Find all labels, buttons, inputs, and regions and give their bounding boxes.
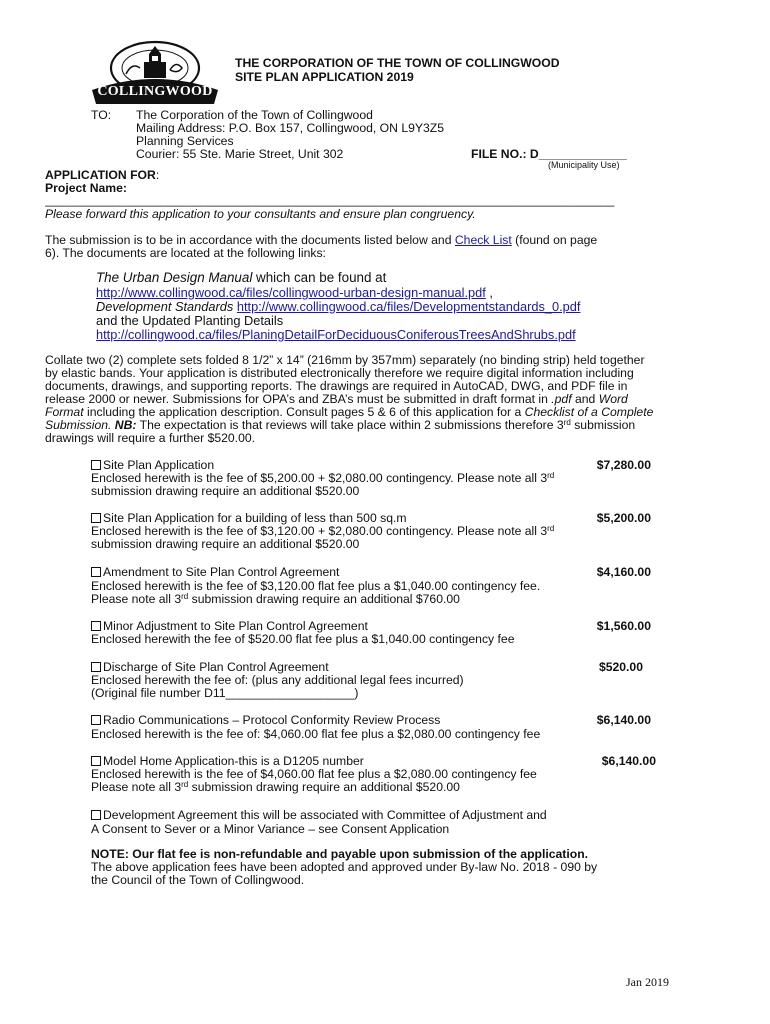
site-plan-checkbox[interactable]	[91, 460, 101, 470]
udm-suffix: which can be found at	[252, 270, 387, 285]
collate-line-3: documents, drawings, and supporting reports. The drawings are required in AutoCAD, DWG, and PDF file in	[45, 379, 628, 393]
item-desc: Enclosed herewith is the fee of $4,060.00 flat fee plus a $2,080.00 contingency fee	[91, 767, 537, 781]
item-desc: A Consent to Sever or a Minor Variance – see Consent Application	[91, 822, 450, 836]
fee-item-amendment	[91, 566, 651, 580]
amendment-checkbox[interactable]	[91, 567, 101, 577]
collate-l4-text: release 2000 or newer. Submissions for OPA’s and ZBA’s must be submitted in draft format in	[45, 392, 552, 406]
to-line-3: Planning Services	[136, 134, 234, 148]
submission-text: The submission is to be in accordance with the documents listed below and	[45, 233, 455, 247]
logo-town-name: COLLINGWOOD	[97, 84, 213, 99]
collate-l6-sup: rd	[563, 418, 571, 427]
item-title: Discharge of Site Plan Control Agreement	[103, 660, 329, 674]
radio-communications-checkbox[interactable]	[91, 715, 101, 725]
file-number-label: FILE NO.: D	[471, 147, 539, 161]
municipality-use-note: (Municipality Use)	[548, 160, 620, 170]
item-fee: $520.00	[598, 660, 643, 674]
udm-title: The Urban Design Manual	[96, 270, 253, 285]
town-logo	[82, 40, 228, 106]
to-line-2: Mailing Address: P.O. Box 157, Collingwood, ON L9Y3Z5	[136, 121, 445, 135]
item-desc: Enclosed herewith is the fee of $5,200.00 + $2,080.00 contingency. Please note all 3	[91, 471, 548, 485]
item-fee: $6,140.00	[596, 713, 651, 727]
item-title: Radio Communications – Protocol Conformity Review Process	[103, 713, 441, 727]
item-fee: $7,280.00	[596, 458, 651, 472]
item-desc: Enclosed herewith the fee of: (plus any additional legal fees incurred)	[91, 673, 464, 687]
item-desc: Enclosed herewith the fee of $520.00 flat fee plus a $1,040.00 contingency fee	[91, 632, 515, 646]
item-desc-2-end: submission drawing require an additional $760.00	[188, 592, 460, 606]
development-agreement-checkbox[interactable]	[91, 810, 101, 820]
collate-l6-nb: NB:	[111, 418, 137, 432]
intro-instruction: Please forward this application to your consultants and ensure plan congruency.	[45, 207, 476, 221]
item-desc: Enclosed herewith is the fee of $3,120.00 flat fee plus a $1,040.00 contingency fee.	[91, 579, 541, 593]
item-title: Amendment to Site Plan Control Agreement	[103, 565, 340, 579]
udm-url-line	[96, 286, 493, 300]
collate-l4-and: and	[571, 392, 599, 406]
note-line-2: The above application fees have been adopted and approved under By-law No. 2018 - 090 by	[91, 860, 598, 874]
submission-line-2: 6). The documents are located at the following links:	[45, 246, 326, 260]
item-sup: rd	[547, 471, 555, 480]
to-line-4: Courier: 55 Ste. Marie Street, Unit 302	[136, 147, 344, 161]
item-desc-2: submission drawing require an additional $520.00	[91, 537, 360, 551]
application-for-label: APPLICATION FOR	[45, 168, 156, 182]
submission-text-end: (found on page	[511, 233, 598, 247]
planting-details-label: and the Updated Planting Details	[96, 313, 284, 328]
original-file-number-field[interactable]: (Original file number D11___________________)	[91, 686, 359, 700]
note-bold: NOTE: Our flat fee is non-refundable and payable upon submission of the application.	[91, 847, 589, 861]
collate-line-2: by elastic bands. Your application is distributed electronically therefore we require digital information including	[45, 366, 634, 380]
item-fee: $5,200.00	[596, 511, 651, 525]
item-desc: Enclosed herewith is the fee of: $4,060.00 flat fee plus a $2,080.00 contingency fee	[91, 727, 541, 741]
item-title: Model Home Application-this is a D1205 number	[103, 754, 364, 768]
fee-item-radio-communications	[91, 714, 651, 728]
item-desc-2: Please note all 3	[91, 592, 182, 606]
project-name-line[interactable]: ____________________________________________________________________________________	[45, 194, 615, 207]
item-title: Site Plan Application for a building of less than 500 sq.m	[103, 511, 407, 525]
to-label: TO:	[91, 108, 112, 122]
header-subtitle: SITE PLAN APPLICATION 2019	[235, 70, 414, 84]
collate-line-1: Collate two (2) complete sets folded 8 1/2” x 14” (216mm by 357mm) separately (no binding strip) held together	[45, 353, 645, 367]
item-desc: Enclosed herewith is the fee of $3,120.00 + $2,080.00 contingency. Please note all 3	[91, 524, 548, 538]
check-list-link[interactable]: Check List	[454, 233, 512, 247]
collate-l6-text: The expectation is that reviews will take place within 2 submissions therefore 3	[136, 418, 564, 432]
minor-adjustment-checkbox[interactable]	[91, 621, 101, 631]
item-fee: $4,160.00	[596, 565, 651, 579]
item-fee: $6,140.00	[601, 754, 656, 768]
collate-l6-submission: Submission.	[45, 418, 112, 432]
ds-title: Development Standards	[96, 299, 234, 314]
planting-details-link[interactable]: http://collingwood.ca/files/PlaningDetailForDeciduousConiferousTreesAndShrubs.pdf	[96, 327, 576, 342]
collate-l5-text: including the application description. Consult pages 5 & 6 of this application for a	[83, 405, 525, 419]
item-sup: rd	[181, 780, 189, 789]
collate-l4-pdf: .pdf	[551, 392, 572, 406]
file-number-blank: _____________	[538, 147, 627, 161]
item-title: Site Plan Application	[103, 458, 215, 472]
model-home-checkbox[interactable]	[91, 756, 101, 766]
collate-l5-checklist: Checklist of a Complete	[524, 405, 654, 419]
footer-date: Jan 2019	[626, 975, 669, 989]
item-sup: rd	[547, 524, 555, 533]
header-title: THE CORPORATION OF THE TOWN OF COLLINGWOOD	[235, 56, 560, 70]
ds-link[interactable]: http://www.collingwood.ca/files/Developmentstandards_0.pdf	[236, 299, 581, 314]
item-desc-2: submission drawing require an additional $520.00	[91, 484, 360, 498]
note-line-3: the Council of the Town of Collingwood.	[91, 873, 305, 887]
udm-after: ,	[485, 285, 493, 300]
collate-l6-end: submission	[570, 418, 636, 432]
to-line-1: The Corporation of the Town of Collingwood	[136, 108, 373, 122]
application-for-colon: :	[155, 168, 160, 182]
item-title: Development Agreement this will be associated with Committee of Adjustment and	[103, 808, 547, 822]
item-sup: rd	[181, 592, 189, 601]
collate-l4-word: Word	[598, 392, 628, 406]
collate-l5-format: Format	[45, 405, 84, 419]
item-desc-2-end: submission drawing require an additional $520.00	[188, 780, 460, 794]
udm-line	[96, 271, 386, 285]
item-title: Minor Adjustment to Site Plan Control Agreement	[103, 619, 368, 633]
udm-link[interactable]: http://www.collingwood.ca/files/collingwood-urban-design-manual.pdf	[96, 285, 486, 300]
ds-line	[96, 300, 580, 314]
small-site-plan-checkbox[interactable]	[91, 513, 101, 523]
discharge-checkbox[interactable]	[91, 662, 101, 672]
item-fee: $1,560.00	[596, 619, 651, 633]
project-name-label: Project Name:	[45, 181, 127, 195]
collate-line-7: drawings will require a further $520.00.	[45, 431, 256, 445]
fee-item-development-agreement	[91, 809, 651, 823]
item-desc-2: Please note all 3	[91, 780, 182, 794]
